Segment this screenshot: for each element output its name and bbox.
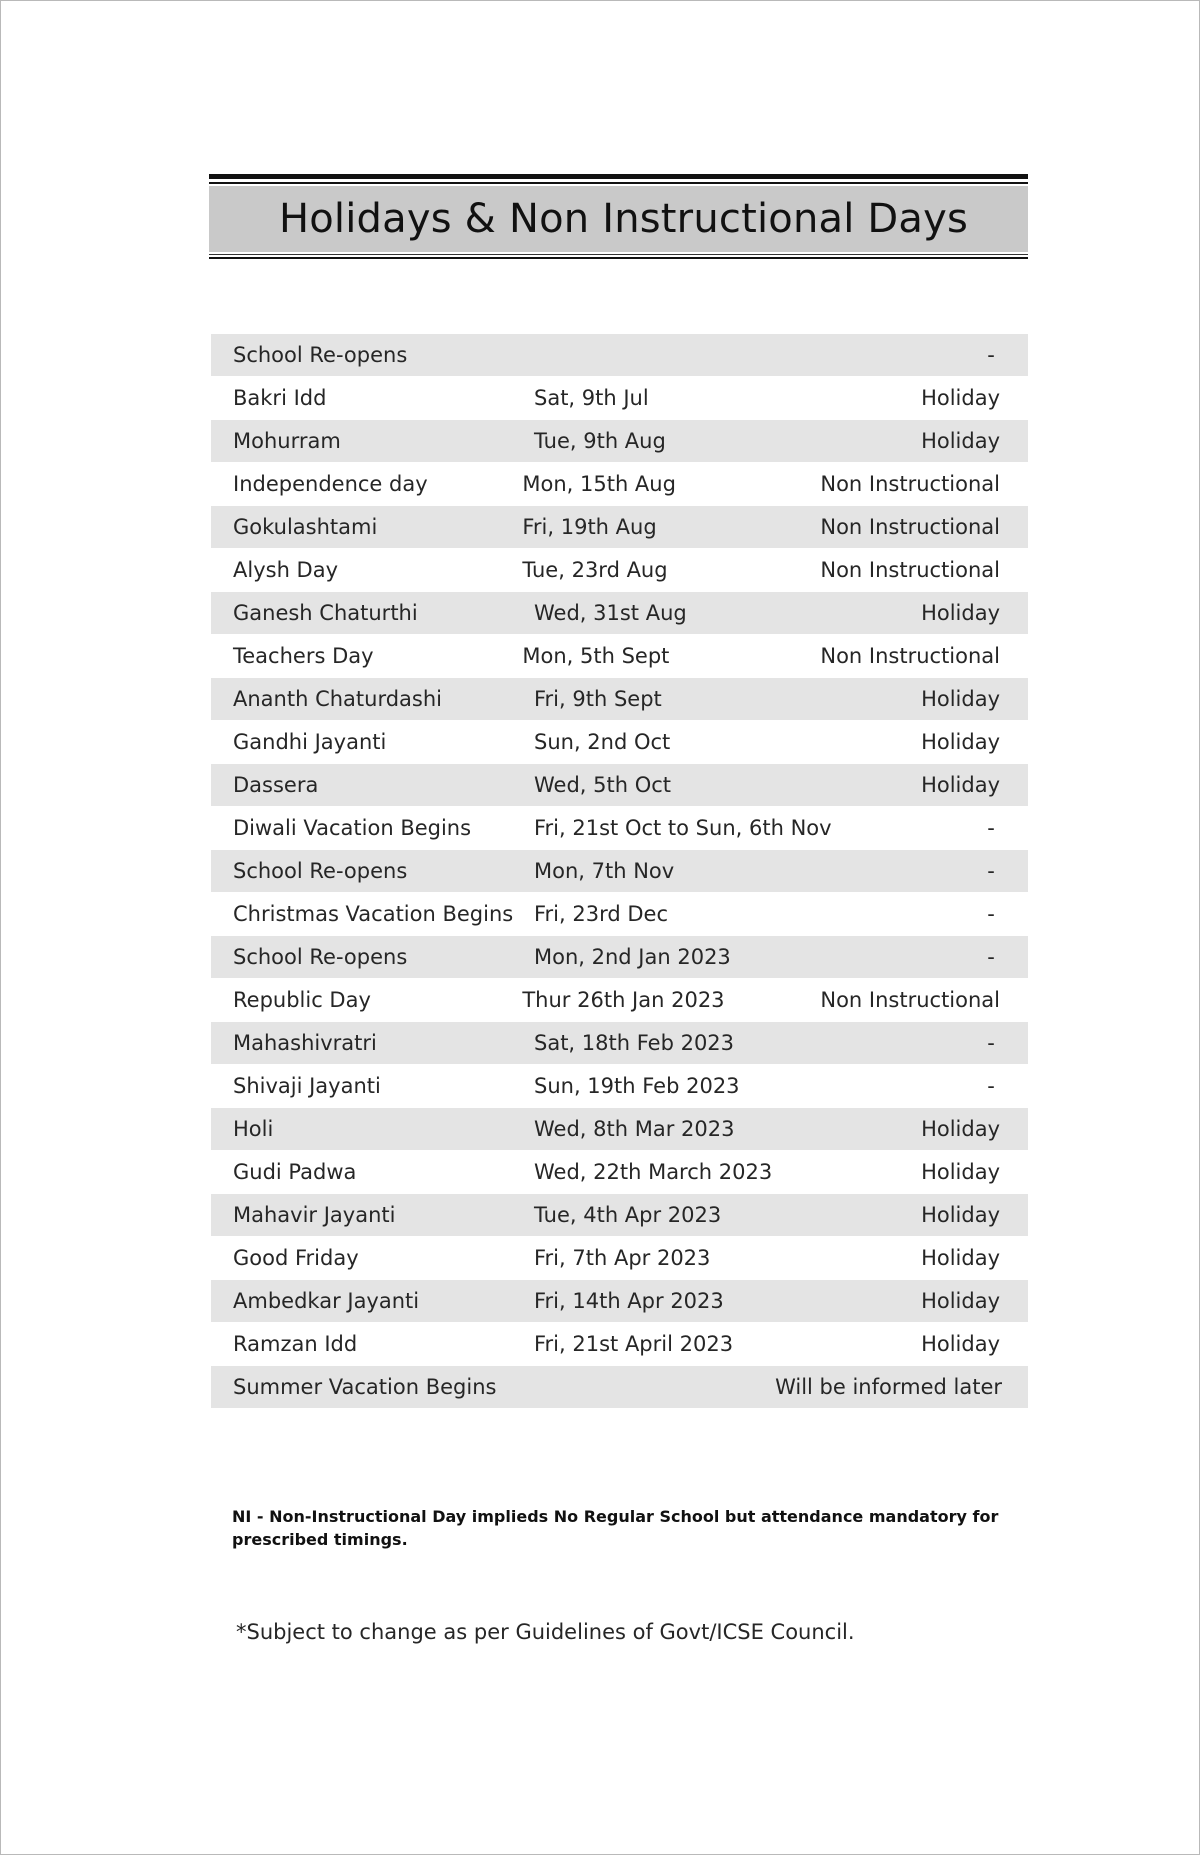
title-block [209,174,1028,259]
table-row [211,979,1028,1021]
event-date: Tue, 9th Aug [534,429,666,453]
table-row [211,463,1028,505]
title-rule [209,174,1028,179]
event-type: Holiday [921,730,1000,754]
event-type: Holiday [921,1203,1000,1227]
event-name: Ramzan Idd [233,1332,358,1356]
title-rule [209,182,1028,184]
event-type: - [987,343,995,367]
table-row [211,1151,1028,1193]
table-row [211,807,1028,849]
table-row [211,592,1028,634]
event-date: Sat, 18th Feb 2023 [534,1031,735,1055]
event-type: Holiday [921,687,1000,711]
event-name: Christmas Vacation Begins [233,902,514,926]
event-date: Tue, 4th Apr 2023 [534,1203,722,1227]
table-row [211,506,1028,548]
table-row [211,1237,1028,1279]
event-date: Mon, 5th Sept [522,644,670,668]
event-date: Fri, 23rd Dec [534,902,668,926]
event-type: Non Instructional [820,558,1000,582]
event-date: Sun, 2nd Oct [534,730,671,754]
event-date: Fri, 14th Apr 2023 [534,1289,724,1313]
event-type: Holiday [921,386,1000,410]
event-type: - [987,859,995,883]
event-type: Non Instructional [820,472,1000,496]
event-name: Ganesh Chaturthi [233,601,418,625]
event-date: Wed, 31st Aug [534,601,687,625]
event-name: Diwali Vacation Begins [233,816,472,840]
title-rule [209,257,1028,259]
event-type: - [987,945,995,969]
table-row [211,678,1028,720]
table-row [211,1108,1028,1150]
event-date: Wed, 5th Oct [534,773,672,797]
event-type: Holiday [921,1246,1000,1270]
event-type: Holiday [921,1160,1000,1184]
event-date: Mon, 15th Aug [522,472,676,496]
table-row [211,893,1028,935]
table-row [211,1323,1028,1365]
event-name: School Re-opens [233,343,408,367]
event-type: Will be informed later [775,1375,1002,1399]
event-date: Fri, 21st Oct to Sun, 6th Nov [534,816,832,840]
event-name: Summer Vacation Begins [233,1375,497,1399]
table-row [211,721,1028,763]
event-date: Fri, 21st April 2023 [534,1332,734,1356]
table-row [211,1022,1028,1064]
table-row [211,1194,1028,1236]
event-date: Fri, 7th Apr 2023 [534,1246,711,1270]
event-name: Dassera [233,773,319,797]
event-type: Non Instructional [820,515,1000,539]
event-name: Mahavir Jayanti [233,1203,396,1227]
event-type: - [987,902,995,926]
event-name: Republic Day [233,988,371,1012]
event-type: Holiday [921,429,1000,453]
event-name: Alysh Day [233,558,339,582]
event-name: Good Friday [233,1246,359,1270]
event-type: - [987,1031,995,1055]
table-row [211,1280,1028,1322]
event-type: Holiday [921,1117,1000,1141]
event-type: Holiday [921,601,1000,625]
table-row [211,1065,1028,1107]
event-name: Gudi Padwa [233,1160,357,1184]
event-type: Non Instructional [820,988,1000,1012]
event-name: Independence day [233,472,428,496]
event-date: Mon, 7th Nov [534,859,675,883]
event-date: Mon, 2nd Jan 2023 [534,945,731,969]
event-type: - [987,1074,995,1098]
table-row [211,936,1028,978]
event-type: - [987,816,995,840]
event-name: School Re-opens [233,945,408,969]
event-date: Wed, 8th Mar 2023 [534,1117,735,1141]
event-date: Wed, 22th March 2023 [534,1160,773,1184]
disclaimer: *Subject to change as per Guidelines of Govt/ICSE Council. [236,1620,855,1644]
event-name: Mahashivratri [233,1031,377,1055]
event-date: Thur 26th Jan 2023 [522,988,725,1012]
table-row [211,334,1028,376]
holiday-schedule-table [211,334,1028,1409]
event-name: School Re-opens [233,859,408,883]
table-row [211,635,1028,677]
non-instructional-note: NI - Non-Instructional Day implieds No Regular School but attendance mandatory for prescribed timings. [232,1507,999,1549]
event-name: Gandhi Jayanti [233,730,387,754]
table-row [211,420,1028,462]
event-name: Bakri Idd [233,386,327,410]
event-type: Holiday [921,1332,1000,1356]
event-type: Holiday [921,773,1000,797]
table-row [211,549,1028,591]
event-date: Sun, 19th Feb 2023 [534,1074,740,1098]
event-name: Shivaji Jayanti [233,1074,381,1098]
event-name: Gokulashtami [233,515,378,539]
event-type: Non Instructional [820,644,1000,668]
event-date: Tue, 23rd Aug [522,558,668,582]
event-name: Teachers Day [233,644,374,668]
event-date: Fri, 9th Sept [534,687,662,711]
event-type: Holiday [921,1289,1000,1313]
table-row [211,850,1028,892]
title-rule [209,254,1028,255]
event-name: Mohurram [233,429,341,453]
event-name: Ananth Chaturdashi [233,687,443,711]
event-date: Fri, 19th Aug [522,515,657,539]
table-row [211,764,1028,806]
event-name: Holi [233,1117,274,1141]
title-band [209,186,1028,252]
event-date: Sat, 9th Jul [534,386,649,410]
page-title: Holidays & Non Instructional Days [278,196,969,242]
event-name: Ambedkar Jayanti [233,1289,420,1313]
table-row [211,1366,1028,1408]
table-row [211,377,1028,419]
